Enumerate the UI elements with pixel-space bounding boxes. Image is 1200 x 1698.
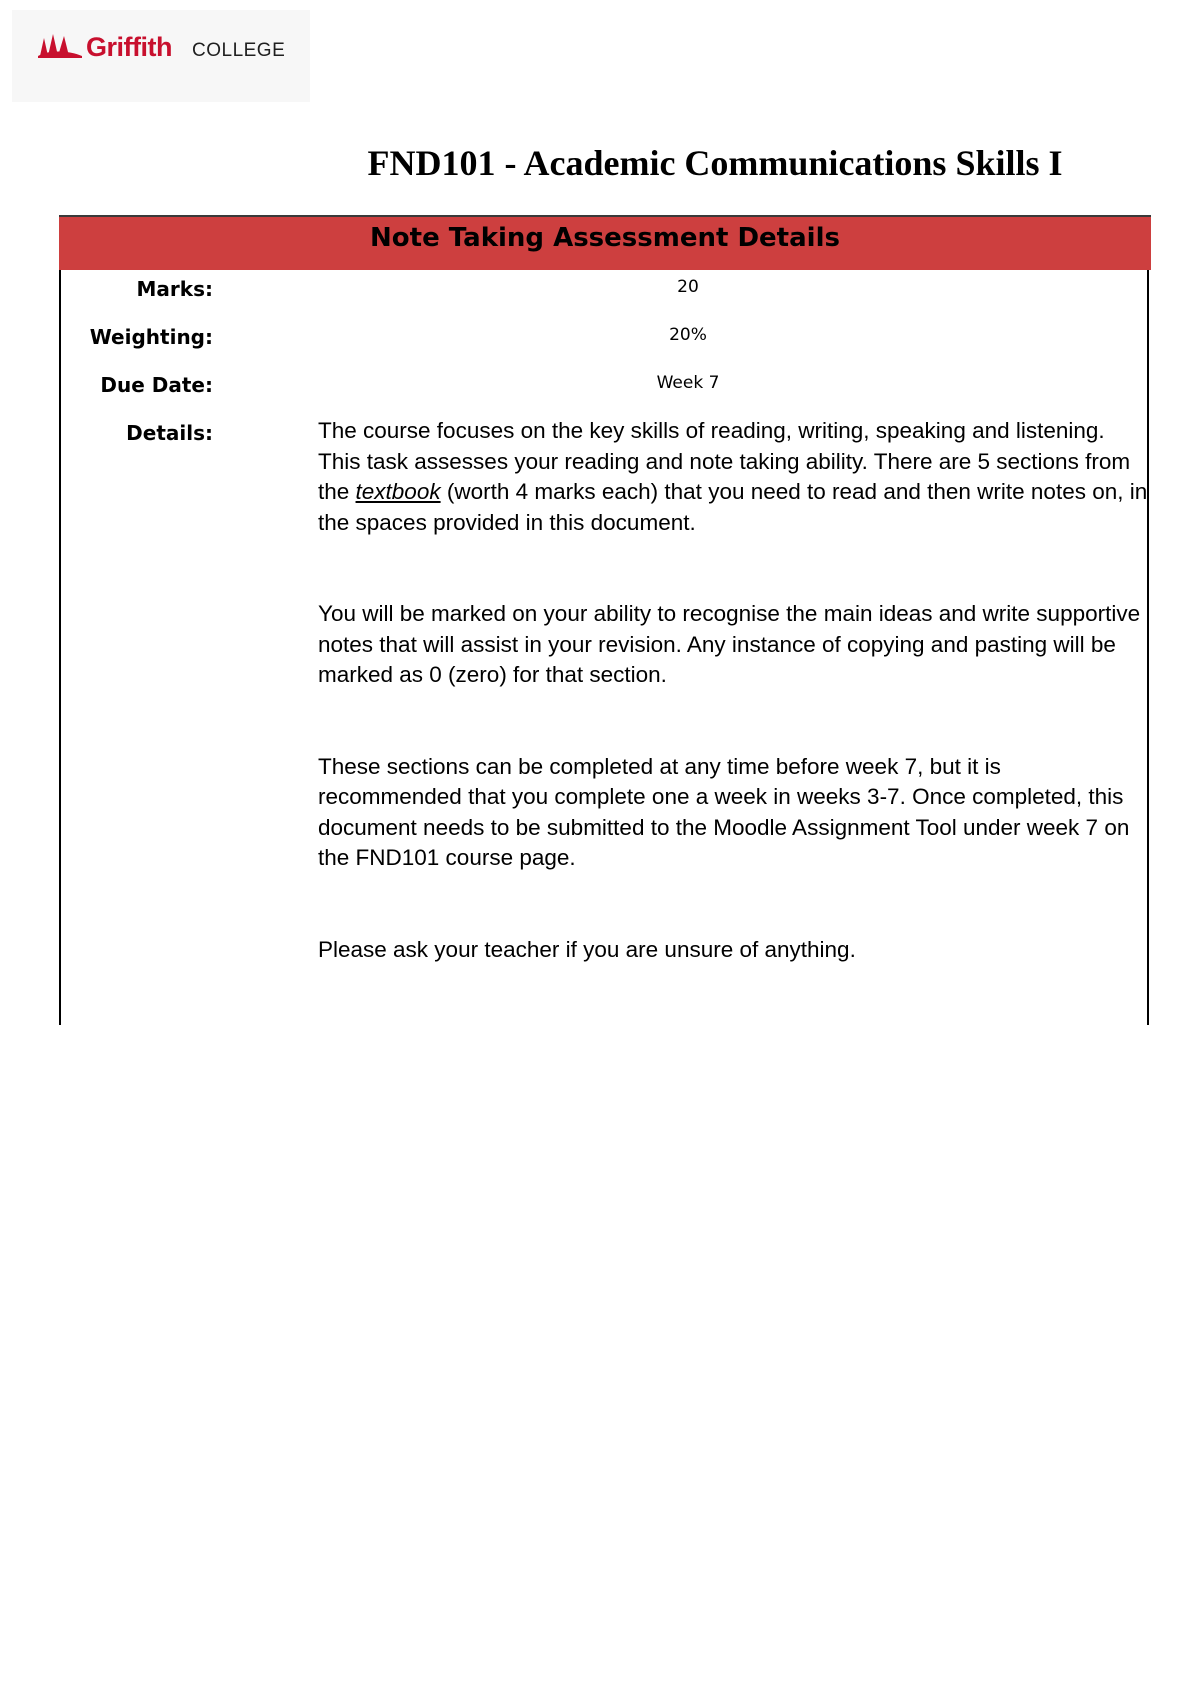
panel-title: Note Taking Assessment Details xyxy=(370,223,840,253)
textbook-link[interactable]: textbook xyxy=(355,479,441,504)
griffith-flame-icon xyxy=(38,32,82,58)
weighting-value: 20% xyxy=(669,325,707,345)
logo-brand-text: Griffith xyxy=(86,32,172,62)
weighting-label: Weighting: xyxy=(89,325,213,349)
details-paragraph-4: Please ask your teacher if you are unsure of anything. xyxy=(318,936,856,962)
griffith-college-logo xyxy=(12,10,310,102)
details-label: Details: xyxy=(126,421,213,445)
marks-value: 20 xyxy=(677,277,699,297)
details-paragraph-1 xyxy=(318,416,1148,538)
due-date-label: Due Date: xyxy=(100,373,213,397)
due-date-value: Week 7 xyxy=(656,373,720,393)
assessment-details-panel xyxy=(59,215,1149,1025)
details-text xyxy=(318,416,1148,1026)
marks-label: Marks: xyxy=(136,277,213,301)
details-paragraph-2: You will be marked on your ability to recognise the main ideas and write supportive notes that will assist in your revision. Any instance of copying and pasting will be marked as 0 (zero) for that section. xyxy=(318,601,1141,687)
panel-header xyxy=(59,215,1151,270)
logo-suffix-text: COLLEGE xyxy=(192,40,286,61)
details-p1-start: The course focuses on the key skills of reading, writing, speaking and listening. This task assesses your reading and note taking ability. There are 5 sections from the xyxy=(318,418,1131,504)
document-title: FND101 - Academic Communications Skills I xyxy=(367,143,1063,183)
details-paragraph-3: These sections can be completed at any time before week 7, but it is recommended that you complete one a week in weeks 3-7. Once completed, this document needs to be submitted to the Moodle Assignment Tool under week 7 on the FND101 course page. xyxy=(318,753,1130,870)
details-p1-end: (worth 4 marks each) that you need to read and then write notes on, in the spaces provided in this document. xyxy=(318,479,1148,535)
